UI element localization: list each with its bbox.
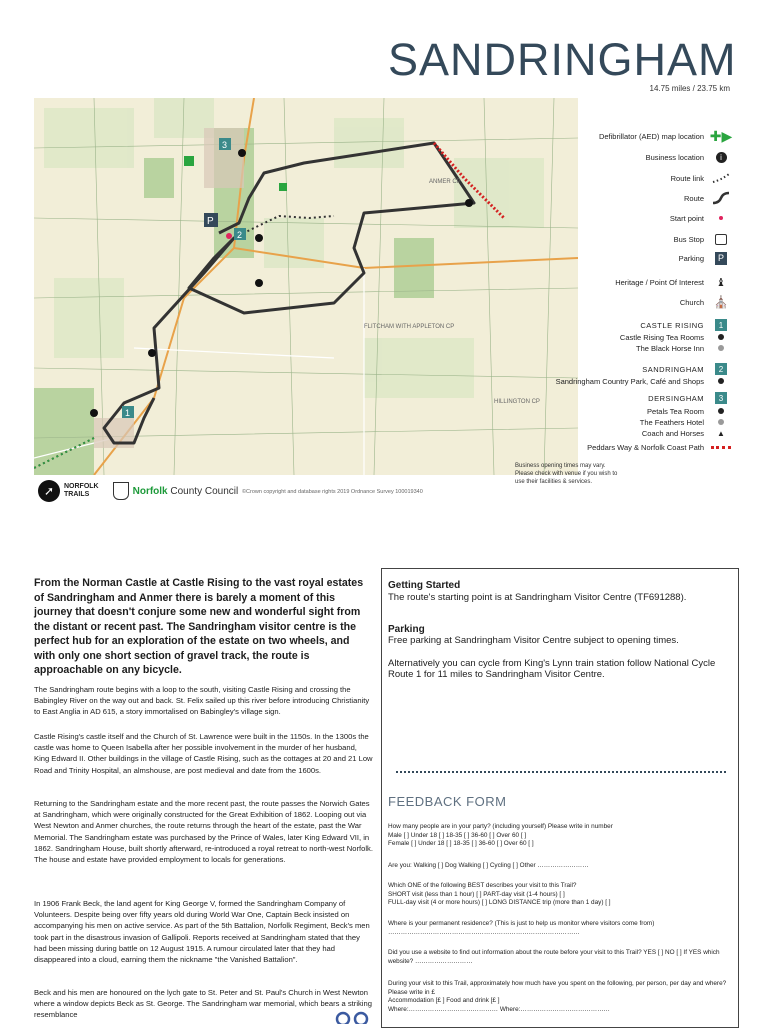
trails-logo-line2: TRAILS [64,491,90,498]
section-divider [396,771,726,773]
getting-started-text: The route's starting point is at Sandringham Visitor Centre (TF691288). [388,592,687,603]
church-icon: ⛪ [713,295,729,309]
feedback-question-party[interactable]: How many people are in your party? (including yourself) Please write in number Male [ ] Under 18 [ ] 18-35 [ ] 36-60 [ ] Over 60 [ ] Female [ ] Under 18 [ ] 18-35 [ ] 36-60 [ ] Over 60 [ ] [388,823,613,848]
svg-text:P: P [207,216,214,227]
legend-defibrillator [598,127,733,144]
map-marker-3[interactable]: 3 [222,140,228,150]
feedback-question-activity[interactable]: Are you: Walking [ ] Dog Walking [ ] Cycling [ ] Other …………………… [388,862,589,869]
heritage-icon: ♝ [716,276,726,289]
page-title: SANDRINGHAM [388,34,737,85]
getting-started-heading: Getting Started [388,580,461,591]
article-paragraph: Castle Rising's castle itself and the Church of St. Lawrence were built in the 1150s. In the 1300s the castle was home to Queen Isabella after her possible involvement in the murder of her husband, King Edward II. Other buildings in the village of Castle Rising, such as the cottages at 20 and 21 Low Road and Trinity Hospital, an almshouse, are post medieval and date from the 1600s. [34,732,373,775]
peddars-way-icon [710,441,732,453]
number-1-icon: 1 [710,319,732,331]
legend-place: Coach and Horses ▲ [642,427,732,439]
trails-logo-icon: ➚ [38,480,60,502]
legend-group-heading: DERSINGHAM [648,393,704,403]
council-name: County Council [167,485,239,497]
legend-place: Castle Rising Tea Rooms [620,331,732,343]
legend-label: Parking [678,253,704,263]
legend-business [646,151,732,163]
norfolk-trails-logo [38,480,99,502]
bus-stop-icon [710,233,732,245]
route-map[interactable] [34,98,578,475]
map-marker-2[interactable]: 2 [237,230,243,240]
defibrillator-icon: ✚▶ [709,127,733,144]
article-paragraph: The Sandringham route begins with a loop to the south, visiting Castle Rising and crossing the Babingley River on the way out and back. St. Felix sailed up this river before introducing Christianity to East Anglia in AD 615, a story immortalised on Babingley's village sign. [34,685,370,717]
article-paragraph: Returning to the Sandringham estate and the more recent past, the route passes the Norwich Gates at Sandringham, which were originally constructed for the Great Exhibition of 1862. Looping out via West Newton and Anmer churches, the route returns through the heart of the estate, past the War Memorial. The Sandringham estate was purchased by the Prince of Wales, later King Edward VII, in 1862. Sandringham House, built shortly afterward, re-introduced a royal retreat to north-west Norfolk. The house and estate have provided employment to locals for generations. [34,799,373,865]
business-note: Business opening times may vary. Please check with venue if you wish to use their facilities & services. [515,463,618,485]
parking-icon: P [710,252,732,264]
legend-label: Church [679,297,704,307]
map-marker-1[interactable]: 1 [125,408,131,418]
map-label-flitcham: FLITCHAM WITH APPLETON CP [364,324,455,330]
legend-sandringham [642,363,732,375]
legend-group-heading: CASTLE RISING [640,320,704,330]
map-canvas [34,98,578,475]
map-label-hillington: HILLINGTON CP [494,399,540,405]
route-icon [710,192,732,204]
grey-dot-icon [710,342,732,354]
parking-alternative-text: Alternatively you can cycle from King's Lynn train station follow National Cycle Route 1 for 11 miles to Sandringham Visitor Centre. [388,658,716,680]
council-brand: Norfolk [132,485,168,497]
parking-text: Free parking at Sandringham Visitor Centre subject to opening times. [388,635,679,646]
feedback-question-residence[interactable]: Where is your permanent residence? (This is just to help us monitor where visitors come from) ……………………………………………………………………………… [388,920,655,936]
legend-start-point [670,212,732,224]
legend-heritage [615,276,732,288]
legend-place: Sandringham Country Park, Café and Shops [556,375,732,387]
legend-label: Route link [670,173,704,183]
dark-dot-icon [710,375,732,387]
legend-place: The Black Horse Inn [636,342,732,354]
intro-paragraph: From the Norman Castle at Castle Rising to the vast royal estates of Sandringham and Anmer there is barely a moment of this journey that doesn't conjure some new and wonderful sight from the distant or recent past. The Sandringham visitor centre is the perfect hub for an exploration of the estate on two wheels, and with only one short section of gravel track, the route is approachable on any bicycle. [34,577,364,676]
article-paragraph: In 1906 Frank Beck, the land agent for King George V, formed the Sandringham Company of Volunteers. Despite being over fifty years old during World War One, Captain Beck insisted on accompanying his men on active service. As part of the 5th Battalion, Norfolk Regiment, Beck's men took part in the disastrous invasion of Gallipoli. Reports received at Sandringham stated that they had been missing during battle on 12 August 1915. A rumour circulated later that they had disappeared into a cloud, earning them the nickname "the Vanished Battalion". [34,899,370,965]
council-crest-icon [113,482,129,500]
route-distance: 14.75 miles / 23.75 km [649,84,730,93]
triangle-icon: ▲ [717,428,725,438]
legend-label: Heritage / Point Of Interest [615,277,704,287]
parking-heading: Parking [388,624,425,635]
feedback-question-spending[interactable]: During your visit to this Trail, approximately how much have you spent on the following, per person, per day and where? Please write in £ Accommodation [£ ] Food and drink [£ ] Where:…………………………………… Where:…………………………………… [388,980,727,1013]
legend-bus-stop [674,233,732,245]
legend-dersingham [648,392,732,404]
legend-route [684,192,732,204]
legend-group-heading: SANDRINGHAM [642,364,704,374]
legend-label: Start point [669,213,704,223]
feedback-question-visit-type[interactable]: Which ONE of the following BEST describes your visit to this Trail? SHORT visit (less than 1 hour) [ ] PART-day visit (1-4 hours) [ ] FULL-day visit (4 or more hours) [ ] LONG DISTANCE trip (more than 1 day) [ ] [388,882,611,907]
route-link-icon [710,172,732,184]
cycle-route-icon [333,1010,371,1024]
number-3-icon: 3 [710,392,732,404]
legend-peddars-way: Peddars Way & Norfolk Coast Path [587,441,732,453]
map-copyright: ©Crown copyright and database rights 2019 Ordnance Survey 100019340 [242,489,423,495]
legend-place: Petals Tea Room [647,405,732,417]
legend-label: Defibrillator (AED) map location [598,131,704,141]
number-2-icon: 2 [710,363,732,375]
business-info-icon: i [710,151,732,163]
trails-logo-line1: NORFOLK [64,483,99,490]
feedback-question-website[interactable]: Did you use a website to find out information about the route before your visit to this Trail? YES [ ] NO [ ] If YES which website? ……………………… [388,949,720,965]
legend-label: Business location [645,152,704,162]
legend-route-link [671,172,732,184]
sponsor-logos [38,480,238,502]
feedback-form-title: FEEDBACK FORM [388,794,507,809]
start-point-icon [710,212,732,224]
map-label-anmer: ANMER CP [429,179,461,185]
legend-place: The Feathers Hotel [640,416,732,428]
legend-label: Bus Stop [673,234,704,244]
article-paragraph: Beck and his men are honoured on the lych gate to St. Peter and St. Paul's Church in West Newton where a window depicts Beck as St. George. The Sandringham war memorial, which bears a striking resemblance [34,988,372,1020]
legend-parking [679,252,732,264]
legend-church [680,296,732,308]
norfolk-county-council-logo [113,482,239,500]
legend-castle-rising [640,319,732,331]
legend-label: Route [683,193,704,203]
